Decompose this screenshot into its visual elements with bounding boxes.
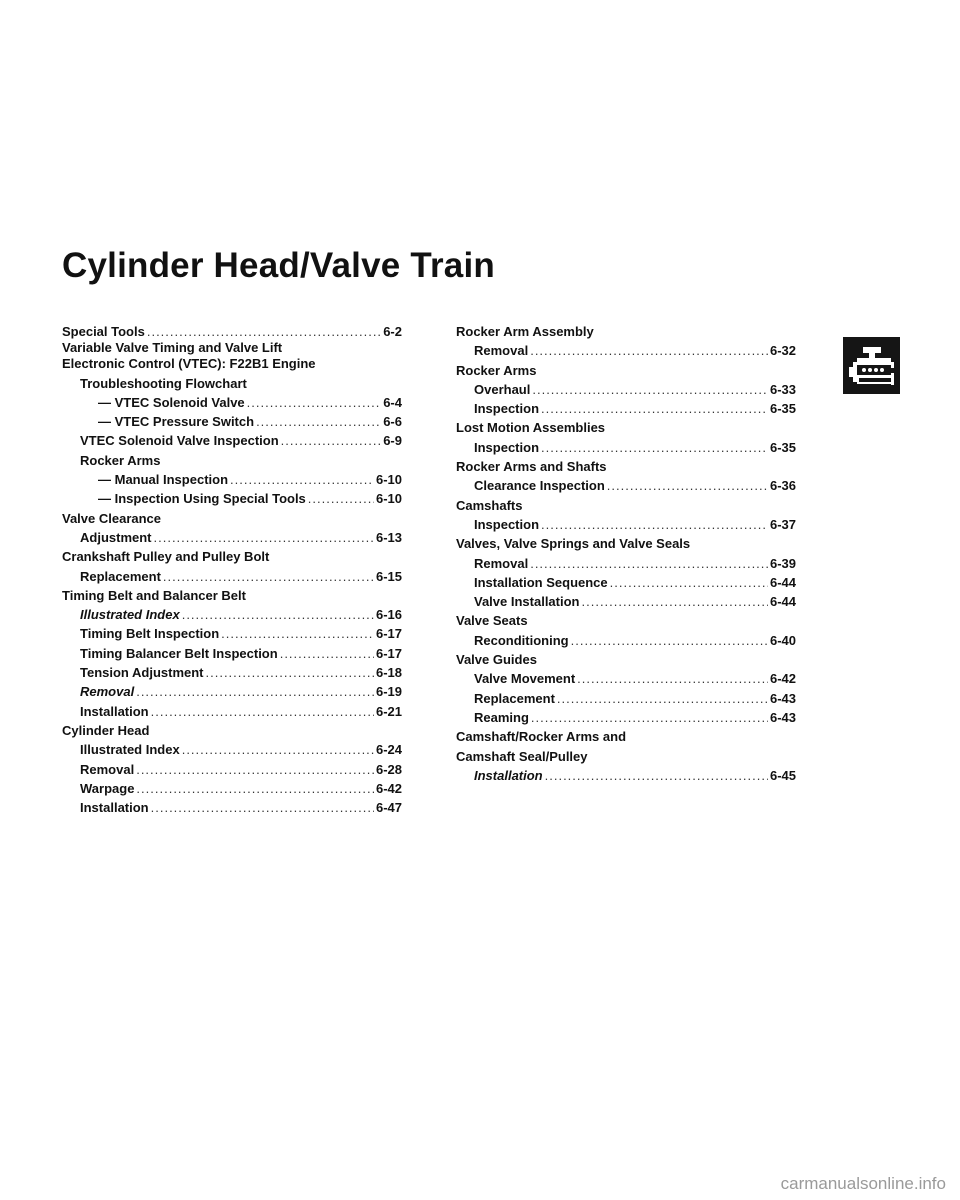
toc-dot-leader (256, 412, 381, 431)
toc-entry (456, 476, 796, 495)
toc-entry-label: Adjustment (80, 529, 152, 545)
toc-page-number: 6-33 (769, 381, 796, 397)
toc-entry-label: Timing Belt and Balancer Belt (62, 587, 246, 603)
toc-entry (62, 322, 402, 341)
toc-entry-label: Special Tools (62, 324, 145, 339)
toc-heading (456, 534, 796, 553)
toc-heading (62, 341, 402, 354)
toc-heading (456, 747, 796, 766)
toc-entry-label: Lost Motion Assemblies (456, 420, 606, 436)
toc-page-number: 6-19 (375, 684, 402, 700)
toc-heading (62, 586, 402, 605)
toc-page-number: 6-2 (383, 324, 402, 339)
toc-entry (62, 489, 402, 508)
toc-entry-label: Tension Adjustment (80, 665, 204, 681)
toc-entry-label: Installation (474, 767, 543, 783)
toc-heading (62, 374, 402, 393)
toc-entry-label: Valve Movement (474, 671, 576, 687)
toc-entry (62, 663, 402, 682)
toc-right-column (456, 322, 796, 785)
toc-entry-label: Troubleshooting Flowchart (80, 375, 247, 391)
toc-entry-label: Rocker Arms (80, 452, 161, 468)
toc-entry-label: Inspection (474, 516, 540, 532)
toc-entry-label: — VTEC Solenoid Valve (98, 394, 245, 410)
toc-entry (456, 631, 796, 650)
toc-heading (62, 354, 402, 373)
toc-dot-leader (531, 708, 768, 727)
toc-entry-label: Removal (474, 555, 529, 571)
toc-heading (456, 457, 796, 476)
toc-page-number: 6-4 (383, 394, 402, 410)
toc-page-number: 6-24 (375, 742, 402, 758)
toc-dot-leader (151, 702, 374, 721)
toc-entry-label: Clearance Inspection (474, 478, 605, 494)
toc-entry-label: Camshaft/Rocker Arms and (456, 729, 627, 745)
toc-entry-label: Overhaul (474, 381, 531, 397)
toc-entry-label: Removal (80, 684, 135, 700)
toc-entry (456, 515, 796, 534)
toc-dot-leader (280, 644, 374, 663)
toc-entry (456, 592, 796, 611)
toc-dot-leader (532, 380, 768, 399)
toc-heading (456, 650, 796, 669)
toc-entry-label: Camshaft Seal/Pulley (456, 748, 588, 764)
toc-dot-leader (182, 605, 374, 624)
toc-entry-label: Installation Sequence (474, 574, 608, 590)
toc-entry-label: Inspection (474, 439, 540, 455)
toc-page-number: 6-18 (375, 665, 402, 681)
toc-entry-label: Inspection (474, 401, 540, 417)
toc-page-number: 6-42 (375, 780, 402, 796)
toc-page-number: 6-15 (375, 568, 402, 584)
toc-entry (62, 624, 402, 643)
toc-entry (456, 380, 796, 399)
toc-entry-label: Removal (474, 343, 529, 359)
toc-entry-label: Valve Seats (456, 613, 528, 629)
toc-entry (456, 573, 796, 592)
toc-page-number: 6-47 (375, 800, 402, 816)
page-title: Cylinder Head/Valve Train (62, 246, 495, 285)
toc-entry (62, 798, 402, 817)
toc-entry-label: Removal (80, 761, 135, 777)
toc-entry (456, 689, 796, 708)
toc-dot-leader (136, 779, 374, 798)
toc-entry-label: Electronic Control (VTEC): F22B1 Engine (62, 356, 316, 372)
toc-dot-leader (230, 470, 374, 489)
toc-dot-leader (247, 393, 382, 412)
toc-page-number: 6-9 (383, 433, 402, 449)
toc-page-number: 6-21 (375, 703, 402, 719)
engine-section-icon (843, 337, 900, 394)
toc-entry-label: Valve Installation (474, 594, 580, 610)
toc-heading (62, 509, 402, 528)
toc-dot-leader (154, 528, 374, 547)
toc-dot-leader (607, 476, 768, 495)
toc-dot-leader (147, 322, 381, 341)
toc-entry-label: Rocker Arms (456, 362, 537, 378)
toc-dot-leader (136, 682, 374, 701)
toc-page-number: 6-42 (769, 671, 796, 687)
toc-entry-label: — Inspection Using Special Tools (98, 491, 306, 507)
toc-heading (62, 451, 402, 470)
toc-dot-leader (163, 567, 374, 586)
toc-entry (62, 644, 402, 663)
toc-page-number: 6-17 (375, 645, 402, 661)
toc-entry (456, 341, 796, 360)
toc-left-column (62, 322, 402, 817)
toc-dot-leader (541, 515, 768, 534)
toc-page-number: 6-45 (769, 767, 796, 783)
toc-entry (62, 682, 402, 701)
toc-entry (456, 554, 796, 573)
toc-heading (456, 322, 796, 341)
toc-entry (456, 399, 796, 418)
toc-entry-label: Timing Belt Inspection (80, 626, 220, 642)
toc-entry-label: Camshafts (456, 497, 523, 513)
toc-entry (62, 605, 402, 624)
toc-entry (62, 702, 402, 721)
toc-entry (62, 412, 402, 431)
toc-page-number: 6-43 (769, 690, 796, 706)
toc-dot-leader (530, 341, 768, 360)
toc-dot-leader (308, 489, 374, 508)
toc-heading (62, 547, 402, 566)
toc-entry (62, 431, 402, 450)
toc-entry-label: Reconditioning (474, 632, 569, 648)
toc-heading (456, 727, 796, 746)
toc-page-number: 6-35 (769, 439, 796, 455)
toc-dot-leader (571, 631, 768, 650)
toc-heading (62, 721, 402, 740)
toc-entry-label: — Manual Inspection (98, 472, 229, 488)
toc-entry (456, 708, 796, 727)
toc-heading (456, 418, 796, 437)
toc-entry (62, 760, 402, 779)
toc-page-number: 6-10 (375, 491, 402, 507)
watermark-text: carmanualsonline.info (780, 1174, 946, 1193)
toc-page-number: 6-40 (769, 632, 796, 648)
toc-page-number: 6-37 (769, 516, 796, 532)
toc-dot-leader (541, 438, 768, 457)
toc-entry-label: Timing Balancer Belt Inspection (80, 645, 278, 661)
toc-heading (456, 611, 796, 630)
toc-page-number: 6-13 (375, 529, 402, 545)
toc-page-number: 6-36 (769, 478, 796, 494)
toc-entry-label: Valve Guides (456, 652, 537, 668)
toc-entry-label: Replacement (474, 690, 555, 706)
toc-dot-leader (206, 663, 374, 682)
toc-page-number: 6-17 (375, 626, 402, 642)
toc-dot-leader (545, 766, 768, 785)
toc-entry (62, 740, 402, 759)
toc-entry (456, 438, 796, 457)
toc-page-number: 6-39 (769, 555, 796, 571)
toc-dot-leader (610, 573, 768, 592)
toc-entry (62, 528, 402, 547)
toc-entry-label: Replacement (80, 568, 161, 584)
toc-entry-label: VTEC Solenoid Valve Inspection (80, 433, 279, 449)
toc-page-number: 6-16 (375, 607, 402, 623)
toc-entry-label: Installation (80, 703, 149, 719)
toc-page-number: 6-10 (375, 472, 402, 488)
toc-entry-label: Reaming (474, 709, 529, 725)
toc-entry-label: Installation (80, 800, 149, 816)
toc-page-number: 6-28 (375, 761, 402, 777)
toc-entry-label: Cylinder Head (62, 722, 150, 738)
toc-entry-label: Warpage (80, 780, 135, 796)
toc-entry-label: Rocker Arm Assembly (456, 324, 594, 339)
toc-entry-label: Variable Valve Timing and Valve Lift (62, 340, 283, 356)
toc-entry (456, 669, 796, 688)
toc-page-number: 6-43 (769, 709, 796, 725)
toc-entry-label: Rocker Arms and Shafts (456, 459, 607, 475)
toc-entry-label: Valve Clearance (62, 510, 162, 526)
toc-page-number: 6-32 (769, 343, 796, 359)
toc-entry-label: Illustrated Index (80, 607, 180, 623)
toc-heading (456, 361, 796, 380)
toc-entry-label: — VTEC Pressure Switch (98, 414, 255, 430)
toc-entry (62, 779, 402, 798)
toc-page-number: 6-44 (769, 574, 796, 590)
toc-entry-label: Crankshaft Pulley and Pulley Bolt (62, 549, 270, 565)
toc-dot-leader (530, 554, 768, 573)
toc-dot-leader (221, 624, 374, 643)
toc-dot-leader (541, 399, 768, 418)
toc-entry (62, 567, 402, 586)
toc-entry (62, 470, 402, 489)
toc-entry-label: Illustrated Index (80, 742, 180, 758)
toc-dot-leader (582, 592, 768, 611)
toc-dot-leader (281, 431, 382, 450)
toc-entry-label: Valves, Valve Springs and Valve Seals (456, 536, 691, 552)
toc-page-number: 6-6 (383, 414, 402, 430)
toc-dot-leader (557, 689, 768, 708)
toc-dot-leader (151, 798, 374, 817)
toc-dot-leader (577, 669, 768, 688)
toc-entry (456, 766, 796, 785)
toc-dot-leader (182, 740, 374, 759)
toc-page-number: 6-44 (769, 594, 796, 610)
toc-dot-leader (136, 760, 374, 779)
toc-page-number: 6-35 (769, 401, 796, 417)
toc-heading (456, 496, 796, 515)
toc-entry (62, 393, 402, 412)
